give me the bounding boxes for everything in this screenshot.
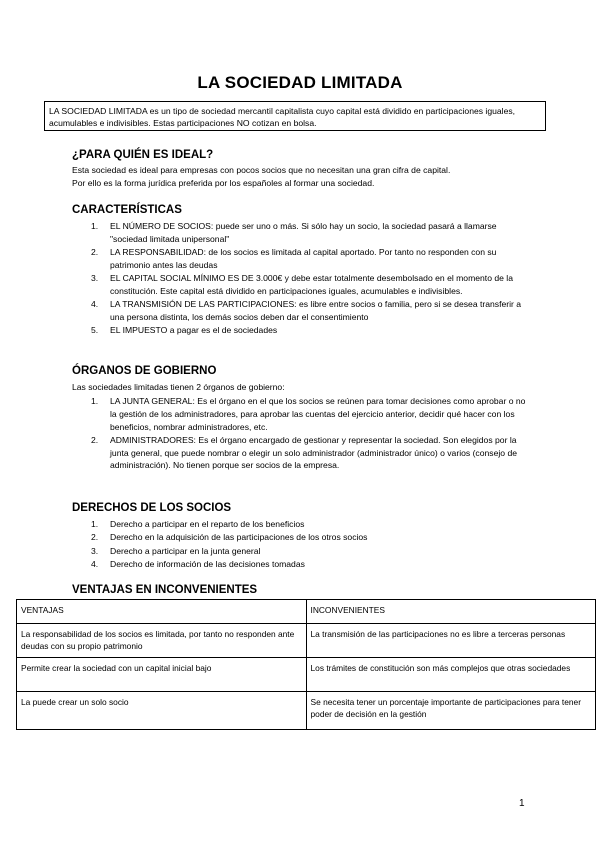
ideal-heading: ¿PARA QUIÉN ES IDEAL? bbox=[72, 149, 214, 161]
ideal-line-2: Por ello es la forma jurídica preferida por los españoles al formar una sociedad. bbox=[72, 178, 375, 188]
table-cell: La responsabilidad de los socios es limitada, por tanto no responden ante deudas con su propio patrimonio bbox=[17, 624, 307, 658]
table-cell: La puede crear un solo socio bbox=[17, 692, 307, 730]
table-header-row bbox=[17, 600, 596, 624]
table-header-cell: VENTAJAS bbox=[17, 600, 307, 624]
derechos-list bbox=[91, 518, 527, 571]
organos-list bbox=[91, 395, 527, 473]
list-number: 3. bbox=[91, 273, 99, 284]
table-row bbox=[17, 624, 596, 658]
table-cell: Los trámites de constitución son más complejos que otras sociedades bbox=[306, 658, 596, 692]
list-number: 1. bbox=[91, 519, 99, 529]
list-number: 3. bbox=[91, 545, 99, 556]
caracteristicas-list bbox=[91, 220, 527, 338]
list-text: EL NÚMERO DE SOCIOS: puede ser uno o más. Si sólo hay un socio, la sociedad pasará a llamarse "sociedad limitada unipersonal" bbox=[110, 221, 497, 244]
intro-box: LA SOCIEDAD LIMITADA es un tipo de sociedad mercantil capitalista cuyo capital está dividido en participaciones iguales, acumulables e indivisibles. Estas participaciones NO cotizan en bolsa. bbox=[44, 101, 546, 131]
page-number: 1 bbox=[519, 798, 525, 809]
list-text: Derecho a participar en el reparto de los beneficios bbox=[110, 519, 305, 529]
caracteristicas-heading: CARACTERÍSTICAS bbox=[72, 204, 182, 216]
list-number: 4. bbox=[91, 558, 99, 569]
list-text: LA JUNTA GENERAL: Es el órgano en el que los socios se reúnen para tomar decisiones como aprobar o no la gestión de los administradores, para aprobar las cuentas del ejercicio anterior, decidir qué hacer con los beneficios, nombrar administradores, etc. bbox=[110, 396, 526, 432]
list-item bbox=[91, 395, 527, 433]
list-item bbox=[91, 434, 527, 472]
list-item bbox=[91, 531, 527, 544]
ventajas-heading: VENTAJAS EN INCONVENIENTES bbox=[72, 584, 258, 596]
ideal-line-1: Esta sociedad es ideal para empresas con pocos socios que no necesitan una gran cifra de capital. bbox=[72, 165, 451, 175]
list-text: EL CAPITAL SOCIAL MÍNIMO ES DE 3.000€ y debe estar totalmente desembolsado en el momento de la constitución. Este capital está dividido en participaciones iguales, acumulables e indivisibles. bbox=[110, 273, 513, 296]
list-number: 5. bbox=[91, 325, 99, 336]
list-number: 2. bbox=[91, 247, 99, 258]
list-text: Derecho a participar en la junta general bbox=[110, 545, 261, 556]
list-text: LA RESPONSABILIDAD: de los socios es limitada al capital aportado. Por tanto no responden con su patrimonio antes las deudas bbox=[110, 247, 497, 270]
table-row bbox=[17, 692, 596, 730]
list-number: 4. bbox=[91, 299, 99, 310]
table-cell: La transmisión de las participaciones no es libre a terceras personas bbox=[306, 624, 596, 658]
list-text: LA TRANSMISIÓN DE LAS PARTICIPACIONES: es libre entre socios o familia, pero si se desea transferir a una persona distinta, los demás socios deben dar el consentimiento bbox=[110, 299, 522, 323]
table-cell: Permite crear la sociedad con un capital inicial bajo bbox=[17, 658, 307, 692]
ventajas-table bbox=[16, 599, 596, 730]
table-cell: Se necesita tener un porcentaje importante de participaciones para tener poder de decisión en la gestión bbox=[306, 692, 596, 730]
table-header-cell: INCONVENIENTES bbox=[306, 600, 596, 624]
list-item bbox=[91, 220, 527, 246]
list-number: 1. bbox=[91, 396, 99, 406]
organos-heading: ÓRGANOS DE GOBIERNO bbox=[72, 365, 217, 377]
list-number: 2. bbox=[91, 532, 99, 543]
list-item bbox=[91, 272, 527, 298]
list-item bbox=[91, 324, 527, 337]
list-item bbox=[91, 246, 527, 272]
list-item bbox=[91, 518, 527, 531]
list-text: Derecho en la adquisición de las participaciones de los otros socios bbox=[110, 532, 368, 543]
list-item bbox=[91, 298, 527, 324]
list-text: ADMINISTRADORES: Es el órgano encargado de gestionar y representar la sociedad. Son elegidos por la junta general, que puede nombrar o elegir un solo administrador (administrador único) o varios (consejo de administración). No tienen porque ser socios de la empresa. bbox=[110, 434, 517, 471]
list-text: EL IMPUESTO a pagar es el de sociedades bbox=[110, 325, 278, 336]
list-number: 1. bbox=[91, 221, 99, 231]
derechos-heading: DERECHOS DE LOS SOCIOS bbox=[72, 502, 232, 514]
organos-intro: Las sociedades limitadas tienen 2 órganos de gobierno: bbox=[72, 382, 285, 392]
page-title: LA SOCIEDAD LIMITADA bbox=[197, 73, 403, 92]
list-number: 2. bbox=[91, 434, 99, 445]
table-row bbox=[17, 658, 596, 692]
list-item bbox=[91, 558, 527, 571]
list-item bbox=[91, 545, 527, 558]
list-text: Derecho de información de las decisiones tomadas bbox=[110, 558, 305, 569]
